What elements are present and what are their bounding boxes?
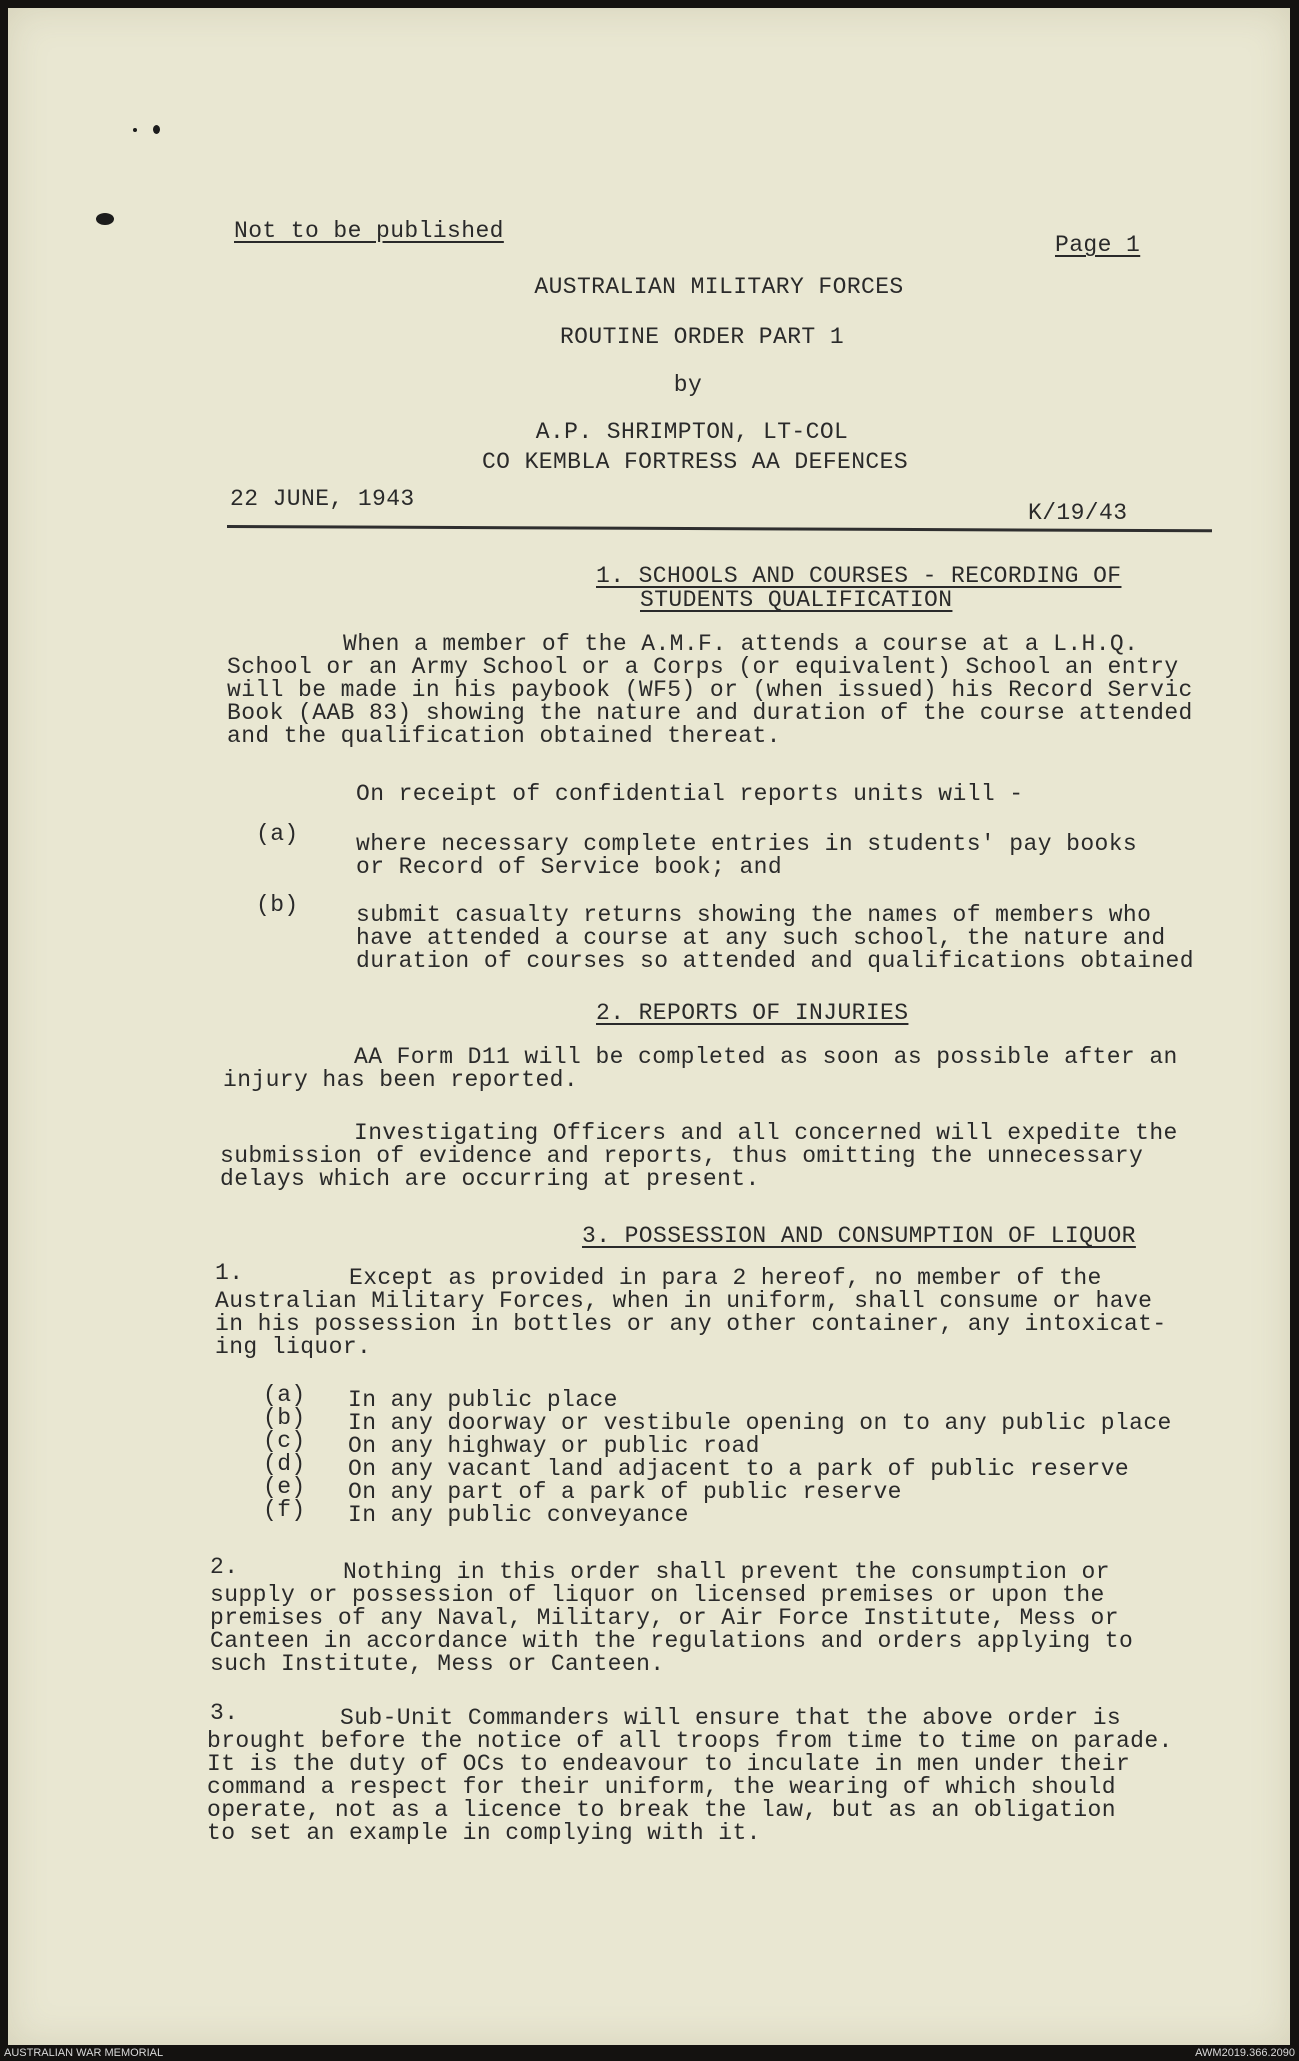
s2-para-line: injury has been reported. bbox=[223, 1067, 579, 1093]
s1-item-a-label: (a) bbox=[256, 821, 299, 847]
order-title: ROUTINE ORDER PART 1 bbox=[559, 324, 845, 350]
s2-para-line: AA Form D11 will be completed as soon as possible after an bbox=[354, 1044, 1178, 1070]
s3-para-3-number: 3. bbox=[210, 1700, 239, 1726]
s1-para-line: When a member of the A.M.F. attends a course at a L.H.Q. bbox=[343, 631, 1139, 657]
s1-intro: On receipt of confidential reports units will - bbox=[356, 781, 1024, 807]
s3-list-label: (a) bbox=[263, 1382, 306, 1408]
s3-para-line: premises of any Naval, Military, or Air Force Institute, Mess or bbox=[210, 1605, 1119, 1631]
archive-footer bbox=[0, 2045, 1299, 2061]
s2-para-line: submission of evidence and reports, thus omitting the unnecessary bbox=[220, 1143, 1144, 1169]
footer-institution: AUSTRALIAN WAR MEMORIAL bbox=[4, 2047, 164, 2059]
s3-list-text: On any part of a park of public reserve bbox=[348, 1479, 902, 1505]
section-3-heading: 3. POSSESSION AND CONSUMPTION OF LIQUOR bbox=[582, 1223, 1136, 1249]
s3-para-line: Except as provided in para 2 hereof, no member of the bbox=[349, 1265, 1102, 1291]
s3-list-text: In any public place bbox=[348, 1387, 618, 1413]
s3-list-label: (e) bbox=[263, 1474, 306, 1500]
s3-para-line: in his possession in bottles or any other container, any intoxicat- bbox=[215, 1311, 1167, 1337]
s3-para-2-number: 2. bbox=[210, 1554, 239, 1580]
by-line: by bbox=[673, 372, 703, 398]
s3-para-line: such Institute, Mess or Canteen. bbox=[210, 1651, 665, 1677]
org-title: AUSTRALIAN MILITARY FORCES bbox=[534, 274, 904, 300]
order-reference: K/19/43 bbox=[1028, 500, 1128, 526]
s1-item-a-line: where necessary complete entries in students' pay books bbox=[356, 831, 1138, 857]
s1-para-line: and the qualification obtained thereat. bbox=[227, 723, 781, 749]
s3-para-line: It is the duty of OCs to endeavour to inculate in men under their bbox=[207, 1751, 1131, 1777]
s1-item-b-line: submit casualty returns showing the names of members who bbox=[356, 902, 1152, 928]
section-1-heading-cont: STUDENTS QUALIFICATION bbox=[640, 587, 953, 613]
ink-speck bbox=[96, 213, 114, 225]
s1-item-b-line: have attended a course at any such school, the nature and bbox=[356, 925, 1166, 951]
s3-para-line: Australian Military Forces, when in uniform, shall consume or have bbox=[215, 1288, 1153, 1314]
s3-list-text: On any vacant land adjacent to a park of public reserve bbox=[348, 1456, 1130, 1482]
s2-para-line: delays which are occurring at present. bbox=[220, 1166, 760, 1192]
s3-para-line: Nothing in this order shall prevent the consumption or bbox=[343, 1559, 1110, 1585]
s1-para-line: School or an Army School or a Corps (or equivalent) School an entry bbox=[227, 654, 1179, 680]
s3-list-label: (b) bbox=[263, 1405, 306, 1431]
s3-list-text: On any highway or public road bbox=[348, 1433, 760, 1459]
s3-para-line: ing liquor. bbox=[215, 1334, 372, 1360]
section-1-heading: 1. SCHOOLS AND COURSES - RECORDING OF bbox=[596, 563, 1122, 589]
s3-para-line: command a respect for their uniform, the wearing of which should bbox=[207, 1774, 1116, 1800]
s3-para-line: supply or possession of liquor on licensed premises or upon the bbox=[210, 1582, 1105, 1608]
s3-list-text: In any public conveyance bbox=[348, 1502, 689, 1528]
ink-speck bbox=[153, 125, 160, 134]
page-number: Page 1 bbox=[1055, 232, 1141, 258]
unit-name: CO KEMBLA FORTRESS AA DEFENCES bbox=[481, 449, 909, 475]
s3-para-line: brought before the notice of all troops from time to time on parade. bbox=[207, 1728, 1173, 1754]
section-2-heading: 2. REPORTS OF INJURIES bbox=[596, 1000, 909, 1026]
s3-list-text: In any doorway or vestibule opening on to any public place bbox=[348, 1410, 1172, 1436]
s1-para-line: Book (AAB 83) showing the nature and duration of the course attended bbox=[227, 700, 1193, 726]
s3-para-line: Sub-Unit Commanders will ensure that the above order is bbox=[340, 1705, 1122, 1731]
officer-name: A.P. SHRIMPTON, LT-COL bbox=[535, 419, 849, 445]
ink-speck bbox=[133, 128, 137, 132]
s1-para-line: will be made in his paybook (WF5) or (when issued) his Record Servic bbox=[227, 677, 1193, 703]
footer-accession-number: AWM2019.366.2090 bbox=[1195, 2047, 1295, 2059]
order-date: 22 JUNE, 1943 bbox=[230, 486, 415, 512]
s2-para-line: Investigating Officers and all concerned will expedite the bbox=[354, 1120, 1178, 1146]
s1-item-a-line: or Record of Service book; and bbox=[356, 854, 783, 880]
s3-para-1-number: 1. bbox=[215, 1260, 244, 1286]
restriction-notice: Not to be published bbox=[234, 218, 504, 244]
s3-para-line: operate, not as a licence to break the law, but as an obligation bbox=[207, 1797, 1116, 1823]
s3-para-line: Canteen in accordance with the regulations and orders applying to bbox=[210, 1628, 1134, 1654]
s1-item-b-label: (b) bbox=[256, 892, 299, 918]
s1-item-b-line: duration of courses so attended and qualifications obtained bbox=[356, 948, 1194, 974]
s3-para-line: to set an example in complying with it. bbox=[207, 1820, 761, 1846]
s3-list-label: (c) bbox=[263, 1428, 306, 1454]
s3-list-label: (d) bbox=[263, 1451, 306, 1477]
s3-list-label: (f) bbox=[263, 1497, 306, 1523]
